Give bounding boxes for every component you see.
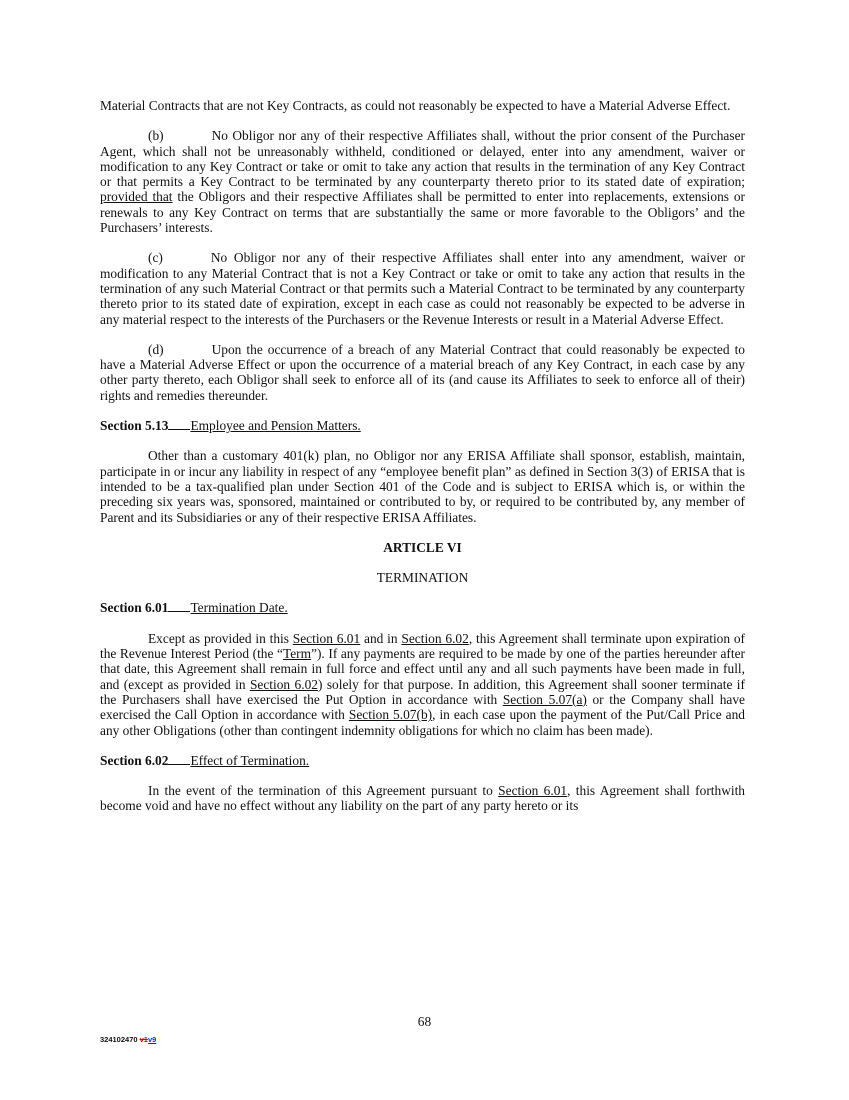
section-5-13-heading [100,418,745,433]
section-6-01-leader [168,600,190,612]
carryover-paragraph: Material Contracts that are not Key Contracts, as could not reasonably be expected to have a Material Adverse Effect. [100,98,731,113]
paragraph-d [100,342,745,403]
section-6-01-text-7: , in each case upon the payment of the Put/Call Price and any other Obligations (other than contingent indemnity obligations for which no claim has been made). [100,707,745,738]
section-6-01-text-5: ) solely for that purpose. In addition, this Agreement shall sooner terminate if the Purchasers shall have exercised the Put Option in accordance with [100,676,745,707]
provided-that-term: provided that [100,189,173,205]
doc-id-base: 324102470 [100,1035,140,1044]
paragraph-b-text-1: No Obligor nor any of their respective Affiliates shall, without the prior consent of the Purchaser Agent, which shall not be unreasonably withheld, conditioned or delayed, enter into any amendment, waiver or modification to any Key Contract or take or omit to take any action that results in the termination of any Key Contract or that permits a Key Contract to be terminated by any counterparty thereto prior to its stated date of expiration; [100,128,745,190]
section-6-01-heading [100,600,745,615]
paragraph-d-label: (d) [148,341,164,357]
document-page [100,98,745,814]
section-5-13-title: Employee and Pension Matters. [190,418,361,434]
section-6-01-text-2: and in [360,630,402,646]
document-id-footer [100,1035,156,1044]
section-6-02-number: Section 6.02 [100,752,169,768]
ref-section-6-01-b: Section 6.01 [498,783,568,799]
article-subheading: TERMINATION [376,570,469,586]
section-6-02-leader [168,753,190,765]
section-5-13-number: Section 5.13 [100,418,169,434]
ref-section-5-07b: Section 5.07(b) [348,707,433,723]
paragraph-c-label: (c) [148,250,163,266]
page-number: 68 [417,1014,432,1029]
paragraph-d-text: Upon the occurrence of a breach of any Material Contract that could reasonably be expected to have a Material Adverse Effect or upon the occurrence of a material breach of any Key Contract, in each case by any other party thereto, each Obligor shall seek to enforce all of its (and cause its Affiliates to seek to enforce all of their) rights and remedies thereunder. [100,341,745,403]
section-6-01-number: Section 6.01 [100,600,169,616]
section-6-01-text-6: or the Company shall have exercised the Call Option in accordance with [100,691,745,723]
section-6-01-text-4: ”). If any payments are required to be made by one of the parties hereunder after that date, this Agreement shall remain in full force and effect until any and all such payments have been made in full, and (except as provided in [100,646,745,692]
ref-section-6-02: Section 6.02 [401,630,469,646]
section-6-01-title: Termination Date. [190,600,288,616]
section-6-01-body [100,631,745,738]
paragraph-b [100,128,745,235]
doc-id-inserted-version: v9 [147,1035,157,1044]
section-5-13-leader [168,418,190,430]
paragraph-c-text: No Obligor nor any of their respective Affiliates shall enter into any amendment, waiver or modification to any Material Contract that is not a Key Contract or take or omit to take any action that results in the termination of any such Material Contract or that permits such a Material Contract to be terminated by any counterparty thereto prior to its stated date of expiration, except in each case as could not reasonably be expected to be adverse in any material respect to the interests of the Purchasers or the Revenue Interests or result in a Material Adverse Effect. [100,250,745,327]
section-6-02-text-1: In the event of the termination of this Agreement pursuant to [148,783,499,799]
section-6-02-text-2: , this Agreement shall forthwith become void and have no effect without any liability on the part of any party hereto or its [100,783,745,814]
article-heading: ARTICLE VI [383,539,462,555]
paragraph-b-text-2: the Obligors and their respective Affiliates shall be permitted to enter into replacements, extensions or renewals to any Key Contract on terms that are substantially the same or more favorable to the Obligors’ and the Purchasers’ interests. [100,189,745,236]
ref-section-5-07a: Section 5.07(a) [502,691,587,707]
defined-term-term: Term [282,646,312,662]
section-6-01-text-1: Except as provided in this [148,630,293,646]
ref-section-6-01: Section 6.01 [292,630,361,646]
section-6-01-text-3: , this Agreement shall terminate upon expiration of the Revenue Interest Period (the “ [100,630,746,662]
section-6-02-title: Effect of Termination. [190,752,310,768]
section-6-02-heading [100,753,745,768]
paragraph-c [100,250,745,326]
paragraph-b-label: (b) [148,128,164,144]
ref-section-6-02-b: Section 6.02 [249,676,318,692]
section-5-13-body: Other than a customary 401(k) plan, no Obligor nor any ERISA Affiliate shall sponsor, establish, maintain, participate in or incur any liability in respect of any “employee benefit plan” as defined in Section 3(3) of ERISA that is intended to be a tax-qualified plan under Section 401 of the Code and is subject to ERISA which is, or within the preceding six years was, sponsored, maintained or contributed to by, or required to be contributed by, any member of Parent and its Subsidiaries or any of their respective ERISA Affiliates. [100,448,745,525]
section-6-02-body [100,783,745,814]
doc-id-deleted-version: v1 [139,1035,148,1044]
